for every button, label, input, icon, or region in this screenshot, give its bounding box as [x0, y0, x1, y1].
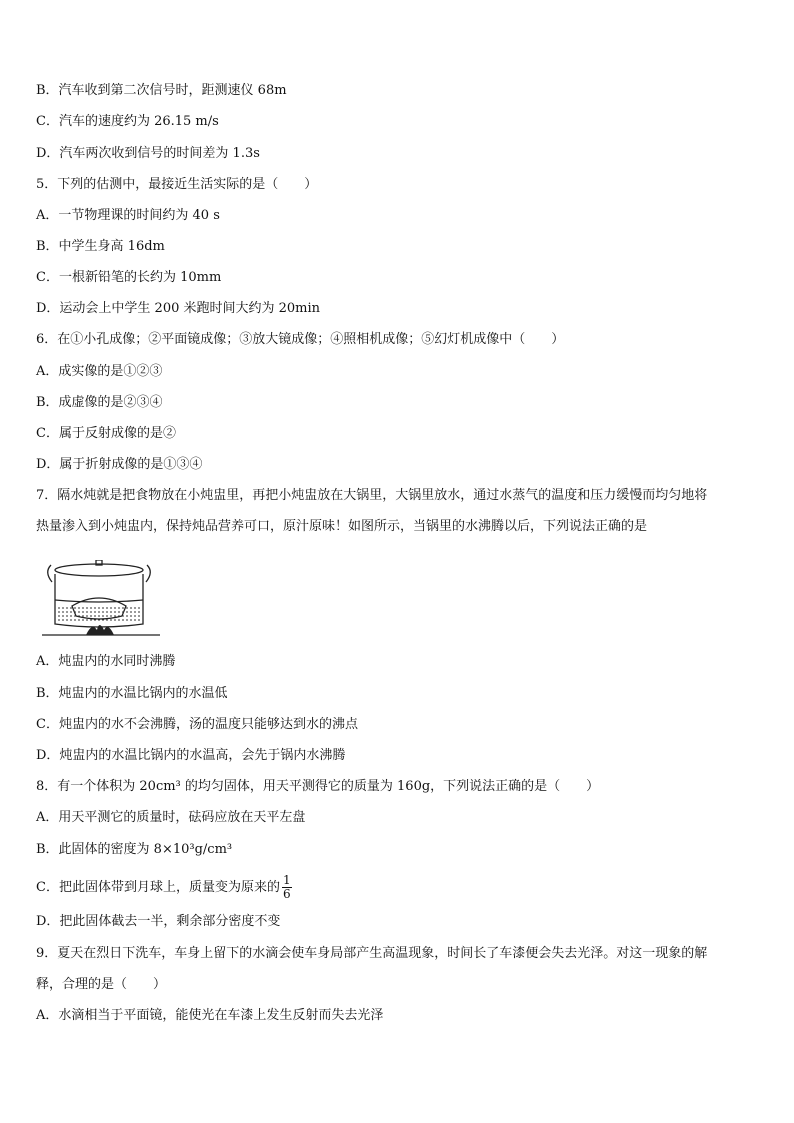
question-9-line-2: 释，合理的是（ ） [36, 977, 167, 992]
fraction-one-sixth [282, 874, 292, 901]
fraction-denominator: 6 [282, 887, 291, 901]
option-d: D．汽车两次收到信号的时间差为 1.3s [36, 146, 260, 161]
q7-option-c: C．炖盅内的水不会沸腾，汤的温度只能够达到水的沸点 [36, 717, 358, 732]
q8-option-c-text: C．把此固体带到月球上，质量变为原来的 [36, 880, 280, 895]
option-8b-extra: B．汽车收到第二次信号时，距测速仪 68m [36, 83, 287, 98]
question-5: 5．下列的估测中，最接近生活实际的是（ ） [36, 177, 318, 192]
question-8: 8．有一个体积为 20cm³ 的均匀固体，用天平测得它的质量为 160g，下列说法正确的是（ ） [36, 779, 600, 794]
q5-option-b: B．中学生身高 16dm [36, 239, 165, 254]
lid [55, 564, 143, 576]
q5-option-d: D．运动会上中学生 200 米跑时间大约为 20min [36, 301, 321, 316]
q8-option-d: D．把此固体截去一半，剩余部分密度不变 [36, 914, 281, 929]
q7-option-a: A．炖盅内的水同时沸腾 [36, 654, 176, 669]
question-6: 6．在①小孔成像；②平面镜成像；③放大镜成像；④照相机成像；⑤幻灯机成像中（ ） [36, 332, 565, 347]
double-boiler-figure [42, 560, 160, 638]
q6-option-b: B．成虚像的是②③④ [36, 395, 163, 410]
question-7-line-2: 热量渗入到小炖盅内，保持炖品营养可口，原汁原味！如图所示，当锅里的水沸腾以后，下列说法正确的是 [36, 519, 648, 534]
q6-option-a: A．成实像的是①②③ [36, 364, 163, 379]
right-handle [146, 565, 150, 582]
q5-option-a: A．一节物理课的时间约为 40 s [36, 208, 220, 223]
q6-option-c: C．属于反射成像的是② [36, 426, 176, 441]
q8-option-c [36, 874, 292, 901]
q9-option-a: A．水滴相当于平面镜，能使光在车漆上发生反射而失去光泽 [36, 1008, 384, 1023]
q7-option-b: B．炖盅内的水温比锅内的水温低 [36, 686, 228, 701]
question-7-line-1: 7．隔水炖就是把食物放在小炖盅里，再把小炖盅放在大锅里，大锅里放水，通过水蒸气的温度和压力缓慢而均匀地将 [36, 488, 708, 503]
question-9-line-1: 9．夏天在烈日下洗车，车身上留下的水滴会使车身局部产生高温现象，时间长了车漆便会失去光泽。对这一现象的解 [36, 946, 708, 961]
fraction-numerator: 1 [282, 873, 291, 887]
option-c: C．汽车的速度约为 26.15 m/s [36, 114, 219, 129]
water-surface [55, 600, 143, 602]
q5-option-c: C．一根新铅笔的长约为 10mm [36, 270, 222, 285]
q7-option-d: D．炖盅内的水温比锅内的水温高，会先于锅内水沸腾 [36, 748, 346, 763]
q8-option-b: B．此固体的密度为 8×10³g/cm³ [36, 842, 233, 857]
q8-option-a: A．用天平测它的质量时，砝码应放在天平左盘 [36, 810, 306, 825]
q6-option-d: D．属于折射成像的是①③④ [36, 457, 203, 472]
left-handle [48, 565, 52, 582]
